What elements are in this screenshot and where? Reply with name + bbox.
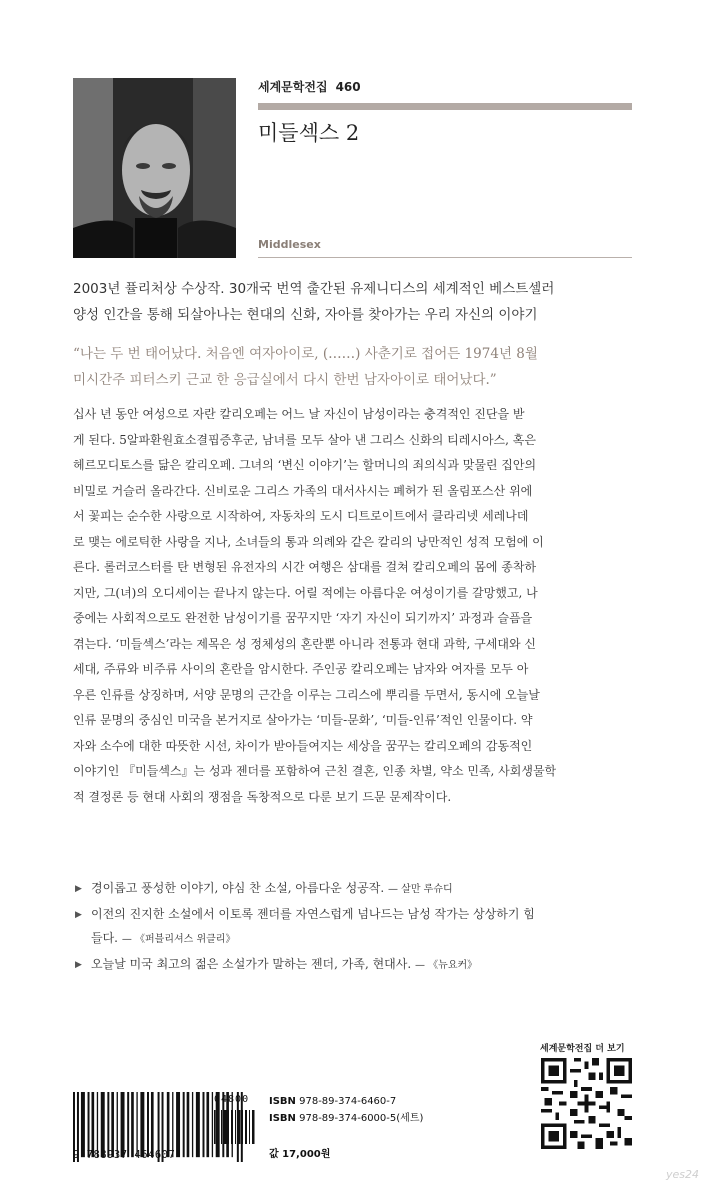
triangle-bullet-icon: ▶ [75, 960, 82, 970]
isbn-volume: 978-89-374-6460-7 [299, 1096, 397, 1107]
title-rule [258, 103, 632, 110]
isbn-set: 978-89-374-6000-5 [299, 1113, 397, 1124]
synopsis-line: 적 결정론 등 현대 사회의 쟁점을 독창적으로 다룬 보기 드문 문제작이다. [73, 789, 452, 804]
praise-text: 오늘날 미국 최고의 젊은 소설가가 말하는 젠더, 가족, 현대사. [91, 957, 412, 971]
synopsis-line: 중에는 사회적으로도 완전한 남성이기를 꿈꾸지만 ‘자기 자신이 되기까지’ 과정과 슬픔을 [73, 611, 533, 625]
qr-label: 세계문학전집 더 보기 [540, 1044, 625, 1054]
praise-text: 들다. [91, 931, 118, 945]
original-title: Middlesex [258, 238, 321, 251]
quote-line: “나는 두 번 태어났다. 처음엔 여자아이로, (……) 사춘기로 접어든 1974년 8월 [73, 346, 538, 362]
pull-quote [73, 341, 633, 393]
quote-line: 미시간주 피터스키 근교 한 응급실에서 다시 한번 남자아이로 태어났다.” [73, 372, 497, 388]
synopsis-line: 이야기인 『미들섹스』는 성과 젠더를 포함하여 근친 결혼, 인종 차별, 약소 민족, 사회생물학 [73, 764, 557, 778]
praise-item [73, 876, 633, 902]
subtitle-rule [258, 257, 632, 258]
praise-source: — 살만 루슈디 [388, 884, 453, 895]
synopsis-line: 게 된다. 5알파환원효소결핍증후군, 남녀를 모두 살아 낸 그리스 신화의 티레시아스, 혹은 [73, 432, 536, 447]
book-title: 미들섹스 2 [258, 121, 360, 145]
synopsis-line: 십사 년 동안 여성으로 자란 칼리오페는 어느 날 자신이 남성이라는 충격적인 진단을 받 [73, 407, 525, 421]
synopsis-line: 우른 인류를 상징하며, 서양 문명의 근간을 이루는 그리스에 뿌리를 두면서, 동시에 오늘날 [73, 687, 540, 702]
praise-source: — 《뉴요커》 [415, 960, 478, 971]
synopsis [73, 402, 633, 810]
author-photo [73, 78, 236, 258]
synopsis-line: 서 꽃피는 순수한 사랑으로 시작하여, 자동차의 도시 디트로이트에서 클라리넷 세레나데 [73, 509, 529, 523]
series-number: 460 [335, 80, 361, 94]
qr-code[interactable] [541, 1058, 632, 1149]
synopsis-line: 비밀로 거슬러 올라간다. 신비로운 그리스 가족의 대서사시는 폐허가 된 올림포스산 위에 [73, 483, 533, 498]
synopsis-line: 른다. 롤러코스터를 탄 변형된 유전자의 시간 여행은 삼대를 걸쳐 칼리오페의 몸에 종착하 [73, 560, 537, 574]
synopsis-line: 자와 소수에 대한 따뜻한 시선, 차이가 받아들여지는 세상을 꿈꾸는 칼리오페의 감동적인 [73, 738, 533, 753]
addon-barcode [214, 1102, 256, 1144]
synopsis-line: 세대, 주류와 비주류 사이의 혼란을 암시한다. 주인공 칼리오페는 남자와 여자를 모두 아 [73, 662, 529, 676]
praise-item [73, 902, 633, 952]
tagline-line: 양성 인간을 통해 되살아나는 현대의 신화, 자아를 찾아가는 우리 자신의 이야기 [73, 307, 538, 323]
triangle-bullet-icon: ▶ [75, 910, 82, 920]
price: 값 17,000원 [269, 1149, 331, 1160]
praise-text: 이전의 진지한 소설에서 이토록 젠더를 자연스럽게 넘나드는 남성 작가는 상상하기 힘 [91, 907, 535, 921]
tagline [73, 276, 633, 328]
tagline-line: 2003년 퓰리처상 수상작. 30개국 번역 출간된 유제니디스의 세계적인 베스트셀러 [73, 281, 555, 297]
isbn-label: ISBN [269, 1096, 296, 1107]
watermark: yes24 [666, 1168, 700, 1181]
addon-digits: 04800 [214, 1094, 250, 1105]
praise-text: 경이롭고 풍성한 이야기, 야심 찬 소설, 아름다운 성공작. [91, 881, 385, 895]
synopsis-line: 지만, 그(녀)의 오디세이는 끝나지 않는다. 어릴 적에는 아름다운 여성이기를 갈망했고, 나 [73, 585, 538, 600]
isbn-set-note: (세트) [396, 1113, 424, 1124]
synopsis-line: 인류 문명의 중심인 미국을 본거지로 살아가는 ‘미들-문화’, ‘미들-인류’적인 인물이다. 약 [73, 713, 533, 727]
isbn-block [269, 1093, 423, 1127]
barcode-digits: 9 788937 464607 [73, 1149, 176, 1161]
praise-source: — 《퍼블리셔스 위클리》 [121, 934, 236, 945]
synopsis-line: 로 맺는 에로틱한 사랑을 지나, 소녀들의 통과 의례와 같은 칼리의 낭만적인 성적 모험에 이 [73, 534, 544, 549]
synopsis-line: 헤르모디토스를 닮은 칼리오페. 그녀의 ‘변신 이야기’는 할머니의 죄의식과 맞물린 집안의 [73, 458, 537, 472]
synopsis-line: 겪는다. ‘미들섹스’라는 제목은 성 정체성의 혼란뿐 아니라 전통과 현대 과학, 구세대와 신 [73, 636, 536, 651]
isbn-label: ISBN [269, 1113, 296, 1124]
praise-item [73, 952, 633, 978]
series-name: 세계문학전집 [258, 80, 328, 94]
praise-list [73, 876, 633, 978]
series-label [258, 78, 361, 95]
triangle-bullet-icon: ▶ [75, 884, 82, 894]
